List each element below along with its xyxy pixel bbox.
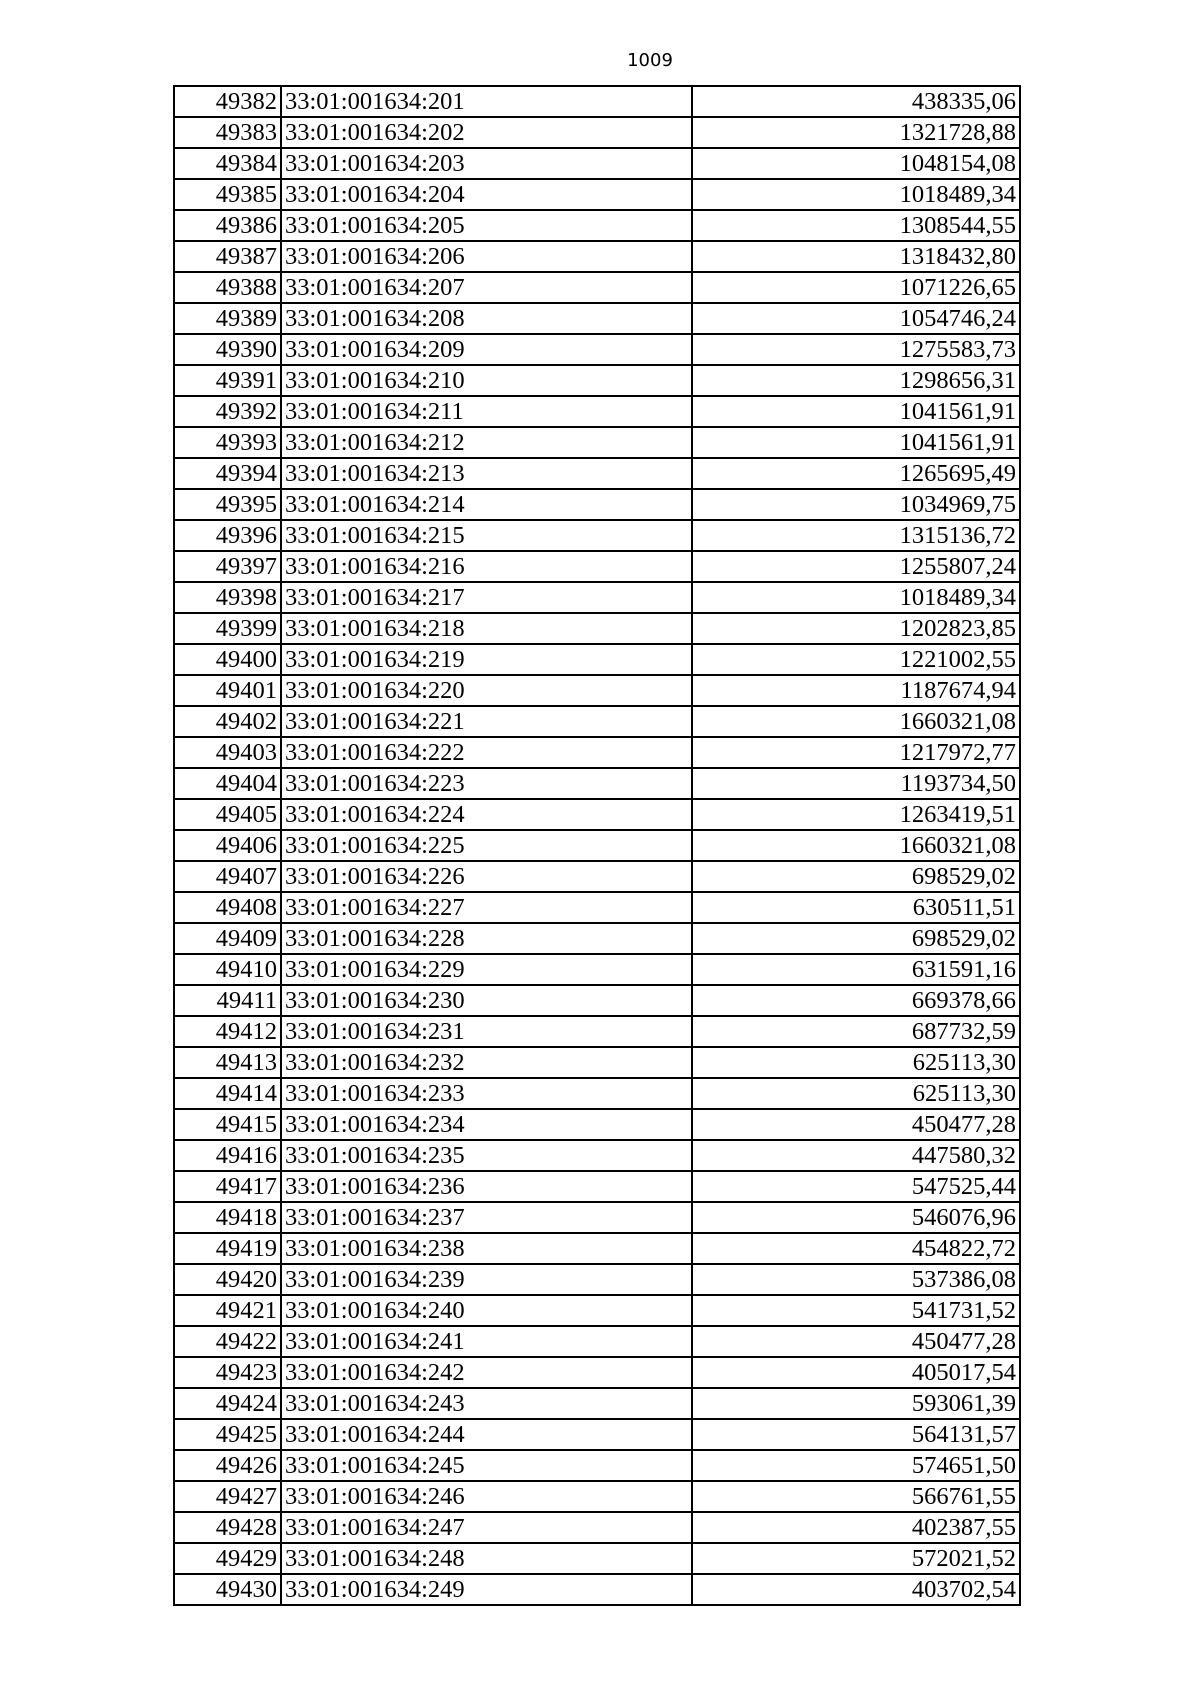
table-row [174, 551, 1020, 582]
cadastral-number-cell: 33:01:001634:232 [281, 1047, 692, 1078]
row-number-cell: 49398 [174, 582, 281, 613]
cadastral-number-cell: 33:01:001634:249 [281, 1574, 692, 1605]
cadastral-number-cell: 33:01:001634:212 [281, 427, 692, 458]
cadastral-number-cell: 33:01:001634:248 [281, 1543, 692, 1574]
row-number-cell: 49399 [174, 613, 281, 644]
row-number-cell: 49390 [174, 334, 281, 365]
cadastral-number-cell: 33:01:001634:223 [281, 768, 692, 799]
cadastral-value-cell: 447580,32 [692, 1140, 1020, 1171]
row-number-cell: 49403 [174, 737, 281, 768]
cadastral-number-cell: 33:01:001634:204 [281, 179, 692, 210]
cadastral-value-cell: 687732,59 [692, 1016, 1020, 1047]
cadastral-value-cell: 537386,08 [692, 1264, 1020, 1295]
table-row [174, 148, 1020, 179]
table-row [174, 1543, 1020, 1574]
table-row [174, 923, 1020, 954]
cadastral-value-cell: 566761,55 [692, 1481, 1020, 1512]
table-row [174, 1233, 1020, 1264]
row-number-cell: 49406 [174, 830, 281, 861]
row-number-cell: 49395 [174, 489, 281, 520]
cadastral-value-cell: 1041561,91 [692, 427, 1020, 458]
table-row [174, 1078, 1020, 1109]
page-number: 1009 [627, 50, 673, 71]
cadastral-number-cell: 33:01:001634:202 [281, 117, 692, 148]
row-number-cell: 49423 [174, 1357, 281, 1388]
table-row [174, 1357, 1020, 1388]
cadastral-value-cell: 1054746,24 [692, 303, 1020, 334]
cadastral-number-cell: 33:01:001634:242 [281, 1357, 692, 1388]
table-row [174, 1295, 1020, 1326]
row-number-cell: 49391 [174, 365, 281, 396]
cadastral-value-cell: 698529,02 [692, 861, 1020, 892]
table-row [174, 1326, 1020, 1357]
row-number-cell: 49396 [174, 520, 281, 551]
cadastral-number-cell: 33:01:001634:201 [281, 86, 692, 117]
row-number-cell: 49417 [174, 1171, 281, 1202]
cadastral-number-cell: 33:01:001634:229 [281, 954, 692, 985]
cadastral-value-cell: 698529,02 [692, 923, 1020, 954]
cadastral-value-cell: 1308544,55 [692, 210, 1020, 241]
table-row [174, 644, 1020, 675]
row-number-cell: 49405 [174, 799, 281, 830]
table-row [174, 303, 1020, 334]
row-number-cell: 49429 [174, 1543, 281, 1574]
cadastral-number-cell: 33:01:001634:208 [281, 303, 692, 334]
table-row [174, 706, 1020, 737]
table-row [174, 520, 1020, 551]
row-number-cell: 49387 [174, 241, 281, 272]
table-row [174, 799, 1020, 830]
table-row [174, 830, 1020, 861]
row-number-cell: 49408 [174, 892, 281, 923]
table-row [174, 489, 1020, 520]
table-row [174, 117, 1020, 148]
cadastral-value-cell: 1018489,34 [692, 179, 1020, 210]
cadastral-value-cell: 564131,57 [692, 1419, 1020, 1450]
row-number-cell: 49425 [174, 1419, 281, 1450]
cadastral-number-cell: 33:01:001634:205 [281, 210, 692, 241]
table-row [174, 272, 1020, 303]
cadastral-value-cell: 450477,28 [692, 1109, 1020, 1140]
cadastral-number-cell: 33:01:001634:226 [281, 861, 692, 892]
table-row [174, 1264, 1020, 1295]
row-number-cell: 49397 [174, 551, 281, 582]
row-number-cell: 49409 [174, 923, 281, 954]
cadastral-value-cell: 625113,30 [692, 1078, 1020, 1109]
table-row [174, 365, 1020, 396]
table-row [174, 1419, 1020, 1450]
row-number-cell: 49400 [174, 644, 281, 675]
row-number-cell: 49386 [174, 210, 281, 241]
cadastral-number-cell: 33:01:001634:228 [281, 923, 692, 954]
table-row [174, 86, 1020, 117]
cadastral-number-cell: 33:01:001634:211 [281, 396, 692, 427]
row-number-cell: 49421 [174, 1295, 281, 1326]
cadastral-value-cell: 1217972,77 [692, 737, 1020, 768]
cadastral-number-cell: 33:01:001634:220 [281, 675, 692, 706]
row-number-cell: 49404 [174, 768, 281, 799]
row-number-cell: 49418 [174, 1202, 281, 1233]
cadastral-value-cell: 454822,72 [692, 1233, 1020, 1264]
row-number-cell: 49410 [174, 954, 281, 985]
cadastral-value-cell: 1193734,50 [692, 768, 1020, 799]
cadastral-value-cell: 1318432,80 [692, 241, 1020, 272]
row-number-cell: 49428 [174, 1512, 281, 1543]
cadastral-number-cell: 33:01:001634:239 [281, 1264, 692, 1295]
cadastral-number-cell: 33:01:001634:235 [281, 1140, 692, 1171]
cadastral-number-cell: 33:01:001634:243 [281, 1388, 692, 1419]
cadastral-number-cell: 33:01:001634:241 [281, 1326, 692, 1357]
cadastral-value-cell: 1071226,65 [692, 272, 1020, 303]
row-number-cell: 49392 [174, 396, 281, 427]
table-row [174, 613, 1020, 644]
cadastral-number-cell: 33:01:001634:230 [281, 985, 692, 1016]
table-row [174, 1171, 1020, 1202]
cadastral-number-cell: 33:01:001634:207 [281, 272, 692, 303]
table-row [174, 768, 1020, 799]
cadastral-value-cell: 546076,96 [692, 1202, 1020, 1233]
cadastral-number-cell: 33:01:001634:216 [281, 551, 692, 582]
table-row [174, 1450, 1020, 1481]
cadastral-number-cell: 33:01:001634:224 [281, 799, 692, 830]
table-row [174, 1202, 1020, 1233]
row-number-cell: 49394 [174, 458, 281, 489]
cadastral-number-cell: 33:01:001634:206 [281, 241, 692, 272]
table-row [174, 241, 1020, 272]
row-number-cell: 49430 [174, 1574, 281, 1605]
cadastral-number-cell: 33:01:001634:234 [281, 1109, 692, 1140]
table-row [174, 1388, 1020, 1419]
table-row [174, 954, 1020, 985]
cadastral-number-cell: 33:01:001634:240 [281, 1295, 692, 1326]
cadastral-number-cell: 33:01:001634:221 [281, 706, 692, 737]
row-number-cell: 49402 [174, 706, 281, 737]
cadastral-number-cell: 33:01:001634:203 [281, 148, 692, 179]
table-row [174, 458, 1020, 489]
cadastral-number-cell: 33:01:001634:209 [281, 334, 692, 365]
table-row [174, 861, 1020, 892]
table-row [174, 334, 1020, 365]
cadastral-value-cell: 547525,44 [692, 1171, 1020, 1202]
row-number-cell: 49383 [174, 117, 281, 148]
row-number-cell: 49424 [174, 1388, 281, 1419]
cadastral-value-cell: 438335,06 [692, 86, 1020, 117]
cadastral-value-cell: 625113,30 [692, 1047, 1020, 1078]
cadastral-value-cell: 405017,54 [692, 1357, 1020, 1388]
cadastral-number-cell: 33:01:001634:244 [281, 1419, 692, 1450]
table-row [174, 582, 1020, 613]
cadastral-number-cell: 33:01:001634:215 [281, 520, 692, 551]
cadastral-value-cell: 1018489,34 [692, 582, 1020, 613]
cadastral-value-cell: 541731,52 [692, 1295, 1020, 1326]
table-row [174, 210, 1020, 241]
row-number-cell: 49411 [174, 985, 281, 1016]
cadastral-value-cell: 1275583,73 [692, 334, 1020, 365]
table-row [174, 1512, 1020, 1543]
cadastral-value-cell: 669378,66 [692, 985, 1020, 1016]
cadastral-number-cell: 33:01:001634:246 [281, 1481, 692, 1512]
table-row [174, 1140, 1020, 1171]
cadastral-number-cell: 33:01:001634:247 [281, 1512, 692, 1543]
cadastral-number-cell: 33:01:001634:231 [281, 1016, 692, 1047]
cadastral-value-cell: 450477,28 [692, 1326, 1020, 1357]
row-number-cell: 49413 [174, 1047, 281, 1078]
row-number-cell: 49388 [174, 272, 281, 303]
cadastral-number-cell: 33:01:001634:237 [281, 1202, 692, 1233]
cadastral-value-cell: 1041561,91 [692, 396, 1020, 427]
cadastral-number-cell: 33:01:001634:227 [281, 892, 692, 923]
cadastral-value-cell: 1221002,55 [692, 644, 1020, 675]
cadastral-value-cell: 1034969,75 [692, 489, 1020, 520]
cadastral-value-cell: 1660321,08 [692, 830, 1020, 861]
cadastral-number-cell: 33:01:001634:214 [281, 489, 692, 520]
row-number-cell: 49422 [174, 1326, 281, 1357]
cadastral-value-cell: 1265695,49 [692, 458, 1020, 489]
row-number-cell: 49427 [174, 1481, 281, 1512]
row-number-cell: 49416 [174, 1140, 281, 1171]
cadastral-value-cell: 630511,51 [692, 892, 1020, 923]
row-number-cell: 49414 [174, 1078, 281, 1109]
table-row [174, 1481, 1020, 1512]
table-row [174, 1047, 1020, 1078]
row-number-cell: 49412 [174, 1016, 281, 1047]
cadastral-number-cell: 33:01:001634:225 [281, 830, 692, 861]
table-row [174, 985, 1020, 1016]
row-number-cell: 49389 [174, 303, 281, 334]
table-row [174, 1109, 1020, 1140]
row-number-cell: 49385 [174, 179, 281, 210]
row-number-cell: 49420 [174, 1264, 281, 1295]
cadastral-value-cell: 593061,39 [692, 1388, 1020, 1419]
cadastral-value-cell: 1048154,08 [692, 148, 1020, 179]
cadastral-number-cell: 33:01:001634:238 [281, 1233, 692, 1264]
cadastral-number-cell: 33:01:001634:245 [281, 1450, 692, 1481]
table-body [174, 86, 1020, 1605]
cadastral-number-cell: 33:01:001634:210 [281, 365, 692, 396]
cadastral-value-cell: 403702,54 [692, 1574, 1020, 1605]
row-number-cell: 49426 [174, 1450, 281, 1481]
cadastral-value-cell: 572021,52 [692, 1543, 1020, 1574]
table-row [174, 1574, 1020, 1605]
row-number-cell: 49384 [174, 148, 281, 179]
cadastral-value-cell: 1263419,51 [692, 799, 1020, 830]
cadastral-value-table [173, 85, 1021, 1606]
cadastral-number-cell: 33:01:001634:213 [281, 458, 692, 489]
row-number-cell: 49382 [174, 86, 281, 117]
cadastral-value-cell: 1298656,31 [692, 365, 1020, 396]
row-number-cell: 49401 [174, 675, 281, 706]
row-number-cell: 49407 [174, 861, 281, 892]
cadastral-number-cell: 33:01:001634:217 [281, 582, 692, 613]
cadastral-number-cell: 33:01:001634:233 [281, 1078, 692, 1109]
cadastral-value-cell: 574651,50 [692, 1450, 1020, 1481]
row-number-cell: 49393 [174, 427, 281, 458]
cadastral-value-cell: 1202823,85 [692, 613, 1020, 644]
cadastral-value-cell: 1321728,88 [692, 117, 1020, 148]
table-row [174, 737, 1020, 768]
table-row [174, 179, 1020, 210]
table-row [174, 396, 1020, 427]
cadastral-number-cell: 33:01:001634:222 [281, 737, 692, 768]
cadastral-number-cell: 33:01:001634:236 [281, 1171, 692, 1202]
table-row [174, 892, 1020, 923]
row-number-cell: 49419 [174, 1233, 281, 1264]
cadastral-number-cell: 33:01:001634:219 [281, 644, 692, 675]
cadastral-value-cell: 1660321,08 [692, 706, 1020, 737]
cadastral-value-cell: 402387,55 [692, 1512, 1020, 1543]
cadastral-value-cell: 1255807,24 [692, 551, 1020, 582]
table-row [174, 675, 1020, 706]
cadastral-value-cell: 1315136,72 [692, 520, 1020, 551]
cadastral-number-cell: 33:01:001634:218 [281, 613, 692, 644]
table-row [174, 1016, 1020, 1047]
table-row [174, 427, 1020, 458]
cadastral-value-cell: 1187674,94 [692, 675, 1020, 706]
row-number-cell: 49415 [174, 1109, 281, 1140]
cadastral-value-cell: 631591,16 [692, 954, 1020, 985]
